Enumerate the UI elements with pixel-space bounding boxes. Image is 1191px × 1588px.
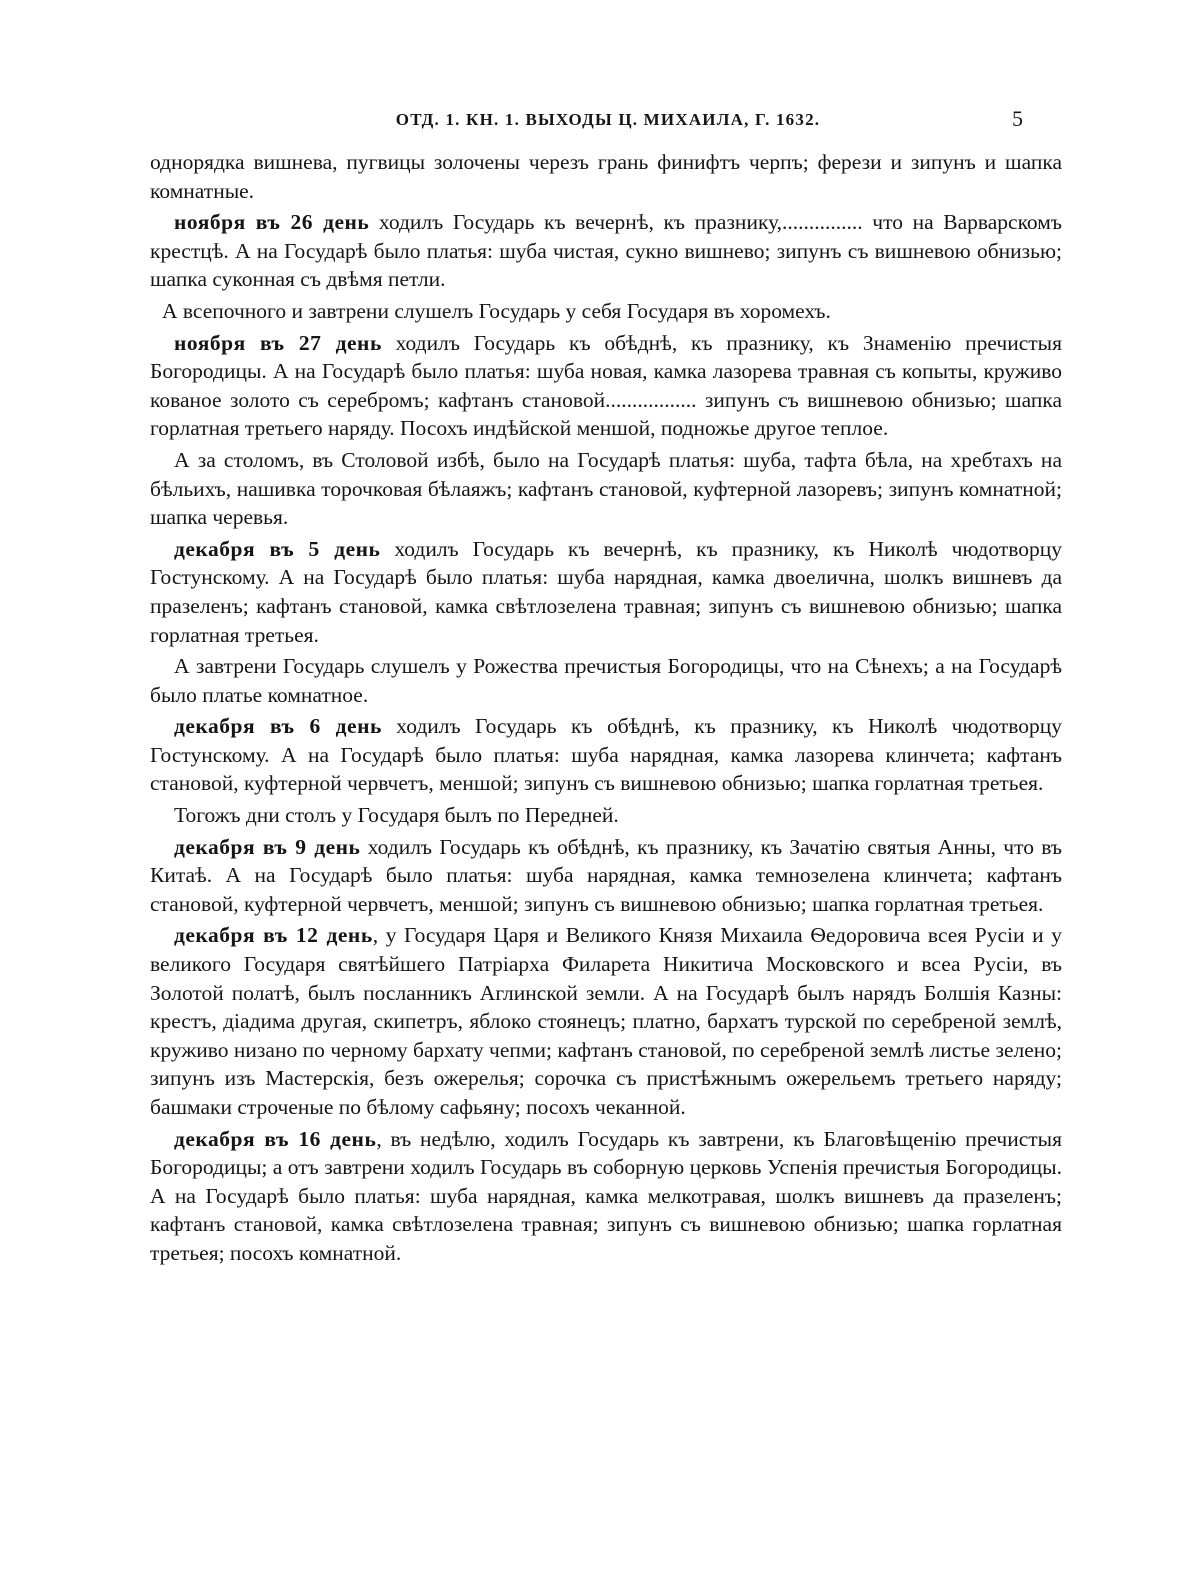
date-heading: декабря въ 9 день (174, 834, 361, 859)
paragraph-text: , въ недѣлю, ходилъ Государь къ завтрени, къ Благовѣщенію пречистыя Богородицы; а отъ завтрени ходилъ Государь въ соборную церковь Успенія пречистыя Богородицы. А на Государѣ было платья: шуба нарядная, камка мелкотравая, шолкъ вишневъ да празеленъ; кафтанъ становой, камка свѣтлозелена травная; зипунъ съ вишневою обнизью; шапка горлатная третьея; посохъ комнатной. (150, 1126, 1062, 1265)
paragraph-text: Тогожъ дни столъ у Государя былъ по Передней. (174, 803, 619, 828)
date-heading: ноября въ 26 день (174, 210, 370, 235)
paragraph-6 (150, 535, 1062, 649)
paragraph-9 (150, 801, 1062, 830)
date-heading: декабря въ 5 день (174, 536, 381, 561)
paragraph-8 (150, 712, 1062, 798)
paragraph-text: , у Государя Царя и Великого Князя Михаила Ѳедоровича всея Русіи и у великого Государя святѣйшего Патріарха Филарета Никитича Московского и всеа Русіи, въ Золотой полатѣ, былъ посланникъ Аглинской земли. А на Государѣ былъ нарядъ Болшія Казны: крестъ, діадима другая, скипетръ, яблоко стоянецъ; платно, бархатъ турской по серебреной землѣ, круживо низано по черному бархату чепми; кафтанъ становой, по серебреной землѣ листье зелено; зипунъ изъ Мастерскія, безъ ожерелья; сорочка съ пристѣжнымъ ожерельемъ третьего наряду; башмаки строченые по бѣлому сафьяну; посохъ чеканной. (150, 923, 1062, 1119)
paragraph-5 (150, 446, 1062, 532)
paragraph-11 (150, 921, 1062, 1121)
paragraph-text: А за столомъ, въ Столовой избѣ, было на Государѣ платья: шуба, тафта бѣла, на хребтахъ на бѣльихъ, нашивка торочковая бѣлаяжъ; кафтанъ становой, куфтерной лазоревъ; зипунъ комнатной; шапка черевья. (150, 447, 1062, 530)
page-number: 5 (1012, 106, 1023, 131)
paragraph-text: ходилъ Государь къ обѣднѣ, къ празнику, къ Знаменію пречистыя Богородицы. А на Государѣ было платья: шуба новая, камка лазорева травная съ копыты, круживо кованое золото съ серебромъ; кафтанъ становой................. зипунъ съ вишневою обнизью; шапка горлатная третьего наряду. Посохъ индѣйской меншой, подножье другое теплое. (150, 330, 1062, 441)
paragraph-text: ходилъ Государь къ вечернѣ, къ празнику, къ Николѣ чюдотворцу Гостунскому. А на Государѣ было платья: шуба нарядная, камка двоелична, шолкъ вишневъ да празеленъ; кафтанъ становой, камка свѣтлозелена травная; зипунъ съ вишневою обнизью; шапка горлатная третьея. (150, 536, 1062, 647)
date-heading: декабря въ 16 день (174, 1126, 377, 1151)
paragraph-2 (150, 208, 1062, 294)
running-header: ОТД. 1. КН. 1. ВЫХОДЫ Ц. МИХАИЛА, Г. 1632. (395, 110, 821, 129)
paragraph-7 (150, 652, 1062, 709)
paragraph-text: ходилъ Государь къ обѣднѣ, къ празнику, къ Зачатію святыя Анны, что въ Китаѣ. А на Государѣ было платья: шуба нарядная, камка темнозелена клинчета; кафтанъ становой, куфтерной червчетъ, меншой; зипунъ съ вишневою обнизью; шапка горлатная третьея. (150, 834, 1062, 916)
paragraph-text: А завтрени Государь слушелъ у Рожества пречистыя Богородицы, что на Сѣнехъ; а на Государѣ было платье комнатное. (150, 654, 1062, 707)
paragraph-text: однорядка вишнева, пугвицы золочены черезъ грань финифтъ черпъ; ферези и зипунъ и шапка комнатные. (150, 150, 1062, 203)
paragraph-text: А всепочного и завтрени слушелъ Государь у себя Государя въ хоромехъ. (162, 298, 831, 323)
paragraph-text: ходилъ Государь къ вечернѣ, къ празнику,............... что на Варварскомъ крестцѣ. А на Государѣ было платья: шуба чистая, сукно вишнево; зипунъ съ вишневою обнизью; шапка суконная съ двѣмя петли. (150, 210, 1062, 292)
paragraph-1 (150, 148, 1062, 205)
date-heading: ноября въ 27 день (174, 330, 382, 355)
paragraph-4 (150, 329, 1062, 443)
paragraph-3 (150, 297, 1062, 326)
date-heading: декабря въ 6 день (174, 714, 382, 739)
paragraph-10 (150, 833, 1062, 919)
paragraph-12 (150, 1125, 1062, 1268)
body-text (150, 148, 1062, 1271)
date-heading: декабря въ 12 день (174, 923, 373, 948)
paragraph-text: ходилъ Государь къ обѣднѣ, къ празнику, къ Николѣ чюдотворцу Гостунскому. А на Государѣ было платья: шуба нарядная, камка лазорева клинчета; кафтанъ становой, куфтерной червчетъ, меншой; зипунъ съ вишневою обнизью; шапка горлатная третьея. (150, 714, 1063, 796)
